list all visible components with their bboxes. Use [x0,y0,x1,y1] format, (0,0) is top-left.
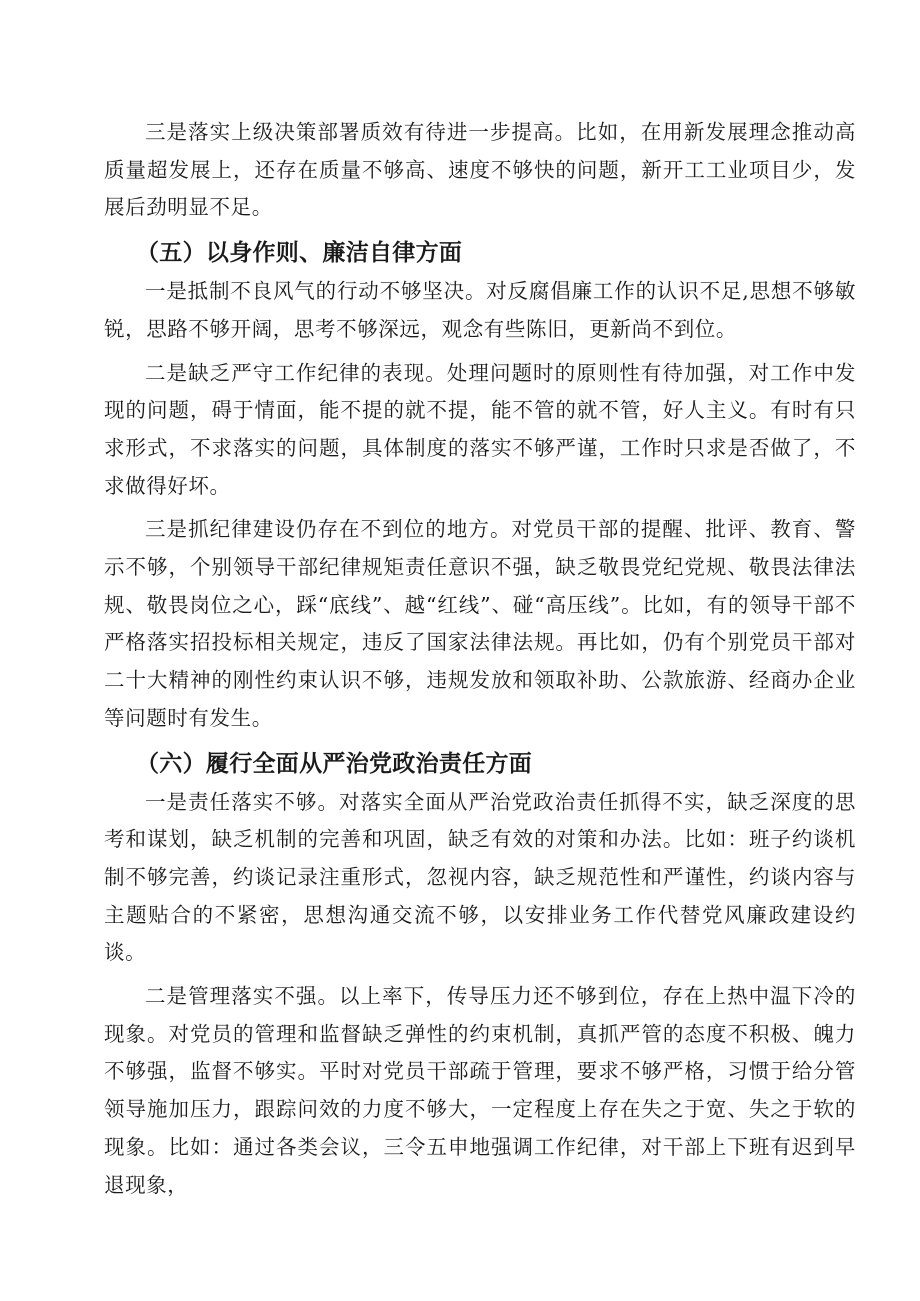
paragraph-discipline-building: 三是抓纪律建设仍存在不到位的地方。对党员干部的提醒、批评、教育、警示不够，个别领导干部纪律规矩责任意识不强，缺乏敬畏党纪党规、敬畏法律法规、敬畏岗位之心，踩“底线”、越“红线”、碰“高压线”。比如，有的领导干部不严格落实招投标相关规定，违反了国家法律法规。再比如，仍有个别党员干部对二十大精神的刚性约束认识不够，违规发放和领取补助、公款旅游、经商办企业等问题时有发生。 [104,517,856,730]
section-heading-five: （五）以身作则、廉洁自律方面 [136,240,463,267]
section-heading-six: （六）履行全面从严治党政治责任方面 [136,750,533,777]
paragraph-responsibility: 一是责任落实不够。对落实全面从严治党政治责任抓得不实，缺乏深度的思考和谋划，缺乏机制的完善和巩固，缺乏有效的对策和办法。比如：班子约谈机制不够完善，约谈记录注重形式，忽视内容，缺乏规范性和严谨性，约谈内容与主题贴合的不紧密，思想沟通交流不够，以安排业务工作代替党风廉政建设约谈。 [104,789,856,965]
paragraph-work-discipline: 二是缺乏严守工作纪律的表现。处理问题时的原则性有待加强，对工作中发现的问题，碍于情面，能不提的就不提，能不管的就不管，好人主义。有时有只求形式，不求落实的问题，具体制度的落实不够严谨，工作时只求是否做了，不求做得好坏。 [104,360,856,498]
document-page [104,114,856,1204]
paragraph-management: 二是管理落实不强。以上率下，传导压力还不够到位，存在上热中温下冷的现象。对党员的管理和监督缺乏弹性的约束机制，真抓严管的态度不积极、魄力不够强，监督不够实。平时对党员干部疏于管理，要求不够严格，习惯于给分管领导施加压力，跟踪问效的力度不够大，一定程度上存在失之于宽、失之于软的现象。比如：通过各类会议，三令五申地强调工作纪律，对干部上下班有迟到早退现象， [104,984,856,1197]
paragraph-resist-bad-practices: 一是抵制不良风气的行动不够坚决。对反腐倡廉工作的认识不足,思想不够敏锐，思路不够开阔，思考不够深远，观念有些陈旧，更新尚不到位。 [104,279,856,341]
paragraph-decision-implementation: 三是落实上级决策部署质效有待进一步提高。比如，在用新发展理念推动高质量超发展上，还存在质量不够高、速度不够快的问题，新开工工业项目少，发展后劲明显不足。 [104,120,856,220]
